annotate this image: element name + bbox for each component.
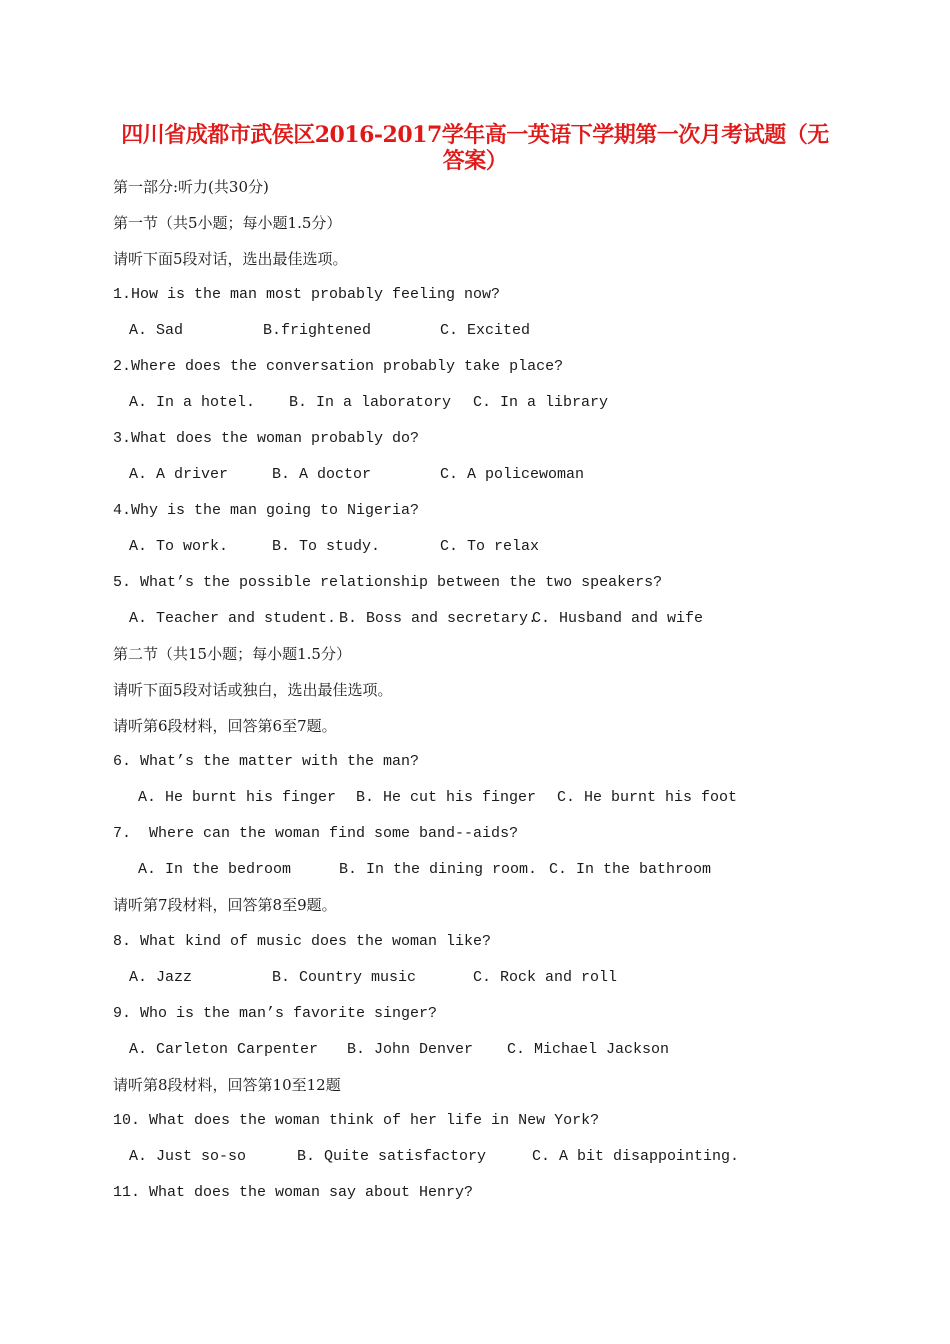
- question-2-stem: 2.Where does the conversation probably take place?: [113, 358, 564, 375]
- question-2-option-c: C. In a library: [473, 394, 609, 411]
- question-8-stem: 8. What kind of music does the woman like?: [113, 933, 492, 950]
- material-7-instruction: 请听第7段材料，回答第8至9题。: [113, 896, 337, 914]
- section1-heading: 第一节（共5小题；每小题1.5分）: [113, 214, 342, 232]
- part1-heading: 第一部分:听力(共30分): [113, 178, 269, 196]
- question-5-option-a: A. Teacher and student.: [129, 610, 337, 627]
- question-4-option-c: C. To relax: [440, 538, 540, 555]
- question-10-option-a: A. Just so-so: [129, 1148, 247, 1165]
- question-8-option-c: C. Rock and roll: [473, 969, 618, 986]
- question-3-option-c: C. A policewoman: [440, 466, 585, 483]
- question-5-option-c: C. Husband and wife: [532, 610, 704, 627]
- section1-instruction: 请听下面5段对话，选出最佳选项。: [113, 250, 348, 268]
- question-7-option-a: A. In the bedroom: [138, 861, 292, 878]
- question-10-option-c: C. A bit disappointing.: [532, 1148, 740, 1165]
- question-6-option-b: B. He cut his finger: [356, 789, 537, 806]
- question-5-option-b: B. Boss and secretary.: [339, 610, 538, 627]
- question-6-stem: 6. What’s the matter with the man?: [113, 753, 420, 770]
- question-11-stem: 11. What does the woman say about Henry?: [113, 1184, 474, 1201]
- question-6-option-a: A. He burnt his finger: [138, 789, 337, 806]
- exam-title-line2: 答案）: [442, 148, 508, 174]
- question-3-option-a: A. A driver: [129, 466, 229, 483]
- question-9-option-c: C. Michael Jackson: [507, 1041, 670, 1058]
- question-2-option-b: B. In a laboratory: [289, 394, 452, 411]
- question-4-option-a: A. To work.: [129, 538, 229, 555]
- question-10-option-b: B. Quite satisfactory: [297, 1148, 487, 1165]
- question-4-stem: 4.Why is the man going to Nigeria?: [113, 502, 420, 519]
- question-9-option-b: B. John Denver: [347, 1041, 474, 1058]
- question-7-option-b: B. In the dining room.: [339, 861, 538, 878]
- question-1-option-c: C. Excited: [440, 322, 531, 339]
- question-1-option-b: B.frightened: [263, 322, 372, 339]
- question-7-stem: 7. Where can the woman find some band--aids?: [113, 825, 519, 842]
- section2-instruction: 请听下面5段对话或独白，选出最佳选项。: [113, 681, 393, 699]
- question-8-option-b: B. Country music: [272, 969, 417, 986]
- question-9-option-a: A. Carleton Carpenter: [129, 1041, 319, 1058]
- question-2-option-a: A. In a hotel.: [129, 394, 256, 411]
- question-8-option-a: A. Jazz: [129, 969, 193, 986]
- question-3-stem: 3.What does the woman probably do?: [113, 430, 420, 447]
- question-1-stem: 1.How is the man most probably feeling now?: [113, 286, 501, 303]
- question-3-option-b: B. A doctor: [272, 466, 372, 483]
- question-4-option-b: B. To study.: [272, 538, 381, 555]
- question-1-option-a: A. Sad: [129, 322, 184, 339]
- question-10-stem: 10. What does the woman think of her life in New York?: [113, 1112, 600, 1129]
- question-5-stem: 5. What’s the possible relationship between the two speakers?: [113, 574, 663, 591]
- material-8-instruction: 请听第8段材料，回答第10至12题: [113, 1076, 341, 1094]
- question-7-option-c: C. In the bathroom: [549, 861, 712, 878]
- question-6-option-c: C. He burnt his foot: [557, 789, 738, 806]
- section2-heading: 第二节（共15小题；每小题1.5分）: [113, 645, 351, 663]
- material-6-instruction: 请听第6段材料，回答第6至7题。: [113, 717, 337, 735]
- exam-title-line1: 四川省成都市武侯区2016-2017学年高一英语下学期第一次月考试题（无: [121, 122, 829, 148]
- question-9-stem: 9. Who is the man’s favorite singer?: [113, 1005, 438, 1022]
